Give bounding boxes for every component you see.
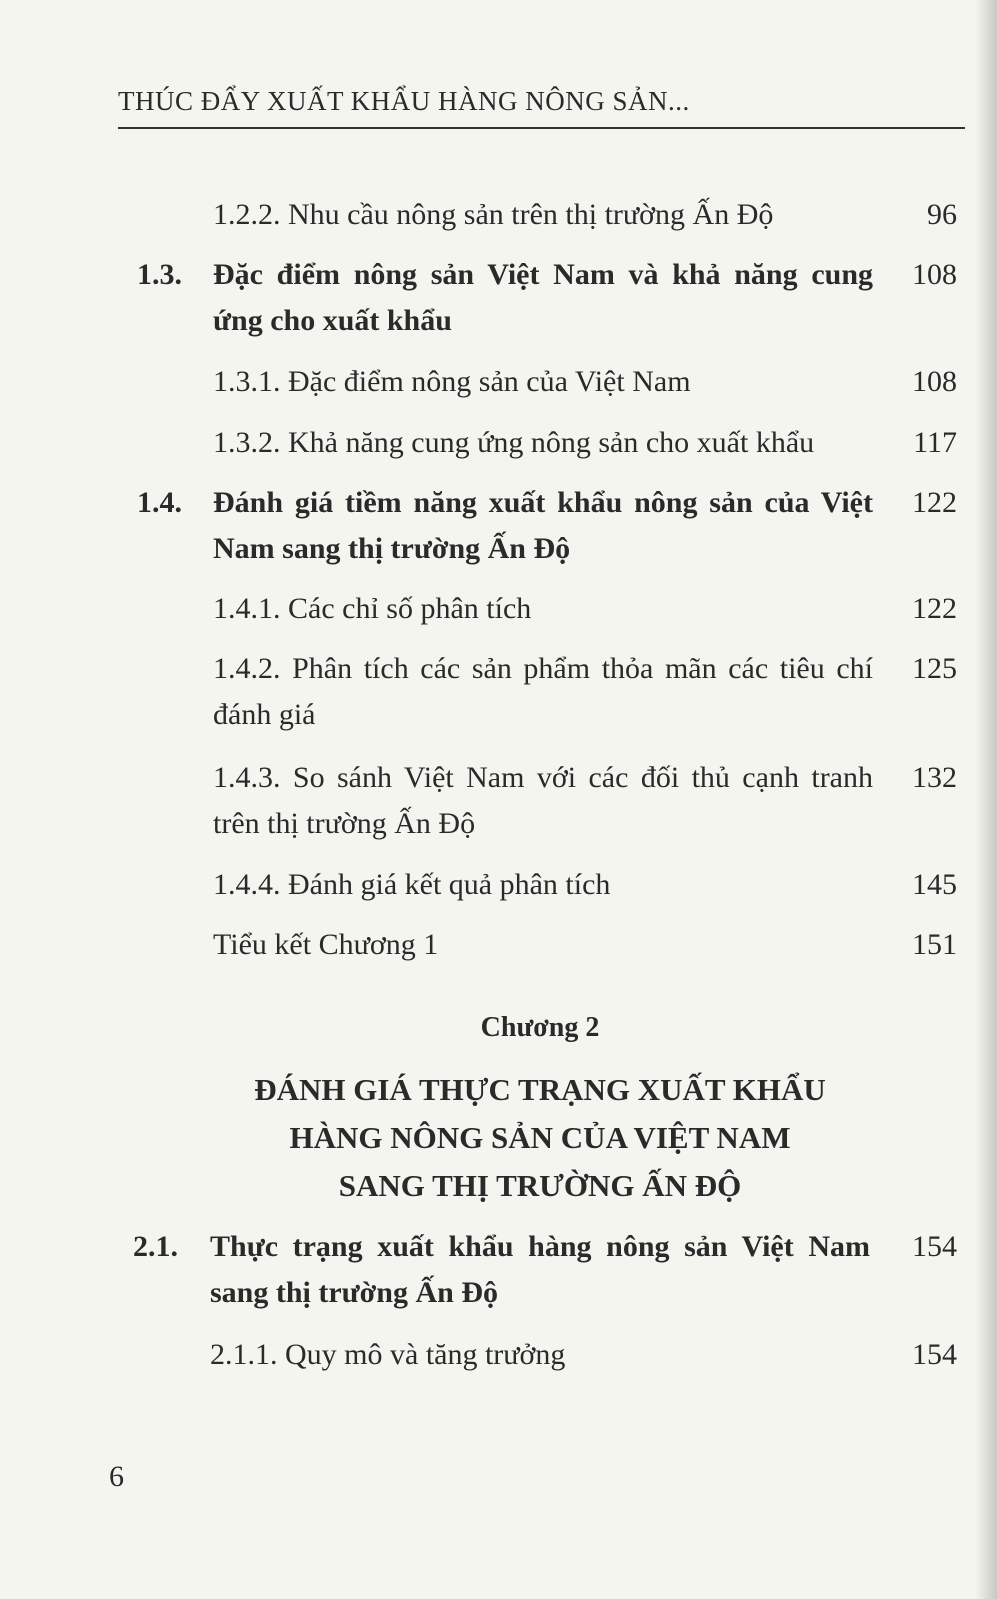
toc-entry-page: 154: [912, 1338, 957, 1371]
toc-entry-title: Tiểu kết Chương 1: [213, 928, 439, 961]
toc-entry-title: Đặc điểm nông sản Việt Nam và khả năng cung ứng cho xuất khẩu: [213, 258, 873, 337]
toc-entry-title: 1.4.3. So sánh Việt Nam với các đối thủ cạnh tranh trên thị trường Ấn Độ: [213, 761, 873, 840]
toc-entry-title: 1.3.2. Khả năng cung ứng nông sản cho xuất khẩu: [213, 426, 815, 459]
toc-entry-page: 154: [912, 1230, 957, 1263]
chapter-label: Chương 2: [480, 1012, 600, 1043]
toc-entry-page: 117: [913, 426, 957, 459]
chapter-title-line: ĐÁNH GIÁ THỰC TRẠNG XUẤT KHẨU: [254, 1072, 826, 1107]
toc-entry-title: Thực trạng xuất khẩu hàng nông sản Việt Nam sang thị trường Ấn Độ: [210, 1230, 870, 1309]
toc-entry-page: 122: [912, 486, 957, 519]
chapter-title-line: HÀNG NÔNG SẢN CỦA VIỆT NAM: [289, 1120, 791, 1155]
toc-entry-page: 132: [912, 761, 957, 794]
toc-entry-page: 96: [927, 198, 957, 231]
toc-entry-number: 2.1.: [133, 1230, 178, 1263]
toc-entry-page: 122: [912, 592, 957, 625]
header-rule: [118, 127, 965, 129]
toc-entry-title: 2.1.1. Quy mô và tăng trưởng: [210, 1338, 566, 1371]
toc-entry-page: 108: [912, 258, 957, 291]
toc-entry-title: 1.2.2. Nhu cầu nông sản trên thị trường Ấn Độ: [213, 198, 774, 231]
chapter-title-line: SANG THỊ TRƯỜNG ẤN ĐỘ: [338, 1168, 742, 1203]
page-edge-shadow: [975, 0, 997, 1599]
toc-entry-page: 145: [912, 868, 957, 901]
page-number: 6: [109, 1460, 124, 1493]
toc-entry-title: 1.4.1. Các chỉ số phân tích: [213, 592, 532, 625]
running-head: THÚC ĐẨY XUẤT KHẨU HÀNG NÔNG SẢN...: [118, 86, 690, 116]
toc-entry-number: 1.3.: [137, 258, 182, 291]
toc-entry-title: 1.4.2. Phân tích các sản phẩm thỏa mãn các tiêu chí đánh giá: [213, 652, 873, 731]
toc-entry-number: 1.4.: [137, 486, 182, 519]
toc-entry-page: 125: [912, 652, 957, 685]
toc-entry-title: 1.4.4. Đánh giá kết quả phân tích: [213, 868, 611, 901]
toc-entry-title: Đánh giá tiềm năng xuất khẩu nông sản của Việt Nam sang thị trường Ấn Độ: [213, 486, 873, 565]
toc-entry-page: 108: [912, 365, 957, 398]
toc-entry-title: 1.3.1. Đặc điểm nông sản của Việt Nam: [213, 365, 691, 398]
toc-entry-page: 151: [912, 928, 957, 961]
